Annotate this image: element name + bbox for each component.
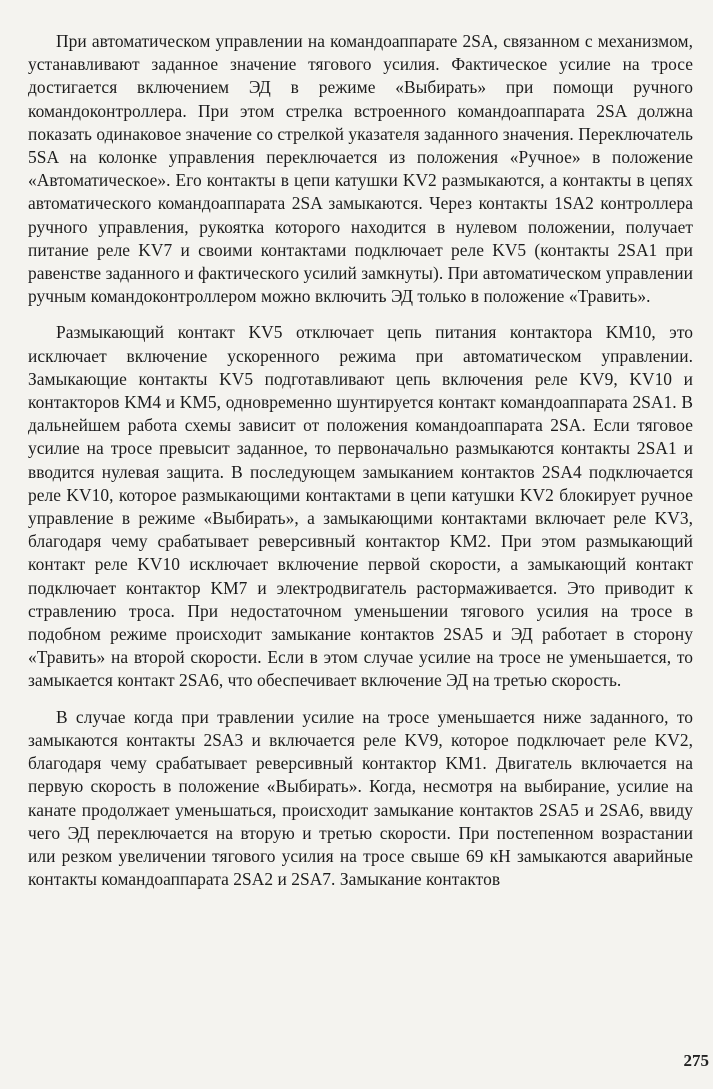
paragraph-3: В случае когда при травлении усилие на тросе уменьшается ниже заданного, то замыкаются контакты 2SA3 и включается реле KV9, которое подключает реле KV2, благодаря чему срабатывает реверсивный контактор KM1. Двигатель включается на первую скорость в положение «Выбирать». Когда, несмотря на выбирание, усилие на канате продолжает уменьшаться, происходит замыкание контактов 2SA5 и 2SA6, ввиду чего ЭД переключается на вторую и третью скорости. При постепенном возрастании или резком увеличении тягового усилия на тросе свыше 69 кН замыкаются аварийные контакты командоаппарата 2SA2 и 2SA7. Замыкание контактов — [28, 706, 693, 890]
paragraph-2: Размыкающий контакт KV5 отключает цепь питания контактора KM10, это исключает включение ускоренного режима при автоматическом управлении. Замыкающие контакты KV5 подготавливают цепь включения реле KV9, KV10 и контакторов KM4 и KM5, одновременно шунтируется контакт командоаппарата 2SA1. В дальнейшем работа схемы зависит от положения командоаппарата 2SA. Если тяговое усилие на тросе превысит заданное, то первоначально размыкаются контакты 2SA1 и вводится нулевая защита. В последующем замыканием контактов 2SA4 подключается реле KV10, которое размыкающими контактами в цепи катушки KV2 блокирует ручное управление в режиме «Выбирать», а замыкающими контактами включает реле KV3, благодаря чему срабатывает реверсивный контактор KM2. При этом размыкающий контакт реле KV10 исключает включение первой скорости, а замыкающий контакт подключает контактор KM7 и электродвигатель растормаживается. Это приводит к стравлению троса. При недостаточном уменьшении тягового усилия на тросе в подобном режиме происходит замыкание контактов 2SA5 и ЭД работает в сторону «Травить» на второй скорости. Если в этом случае усилие на тросе не уменьшается, то замыкается контакт 2SA6, что обеспечивает включение ЭД на третью скорость. — [28, 322, 693, 691]
paragraph-1: При автоматическом управлении на командоаппарате 2SA, связанном с механизмом, устанавливают заданное значение тягового усилия. Фактическое усилие на тросе достигается включением ЭД в режиме «Выбирать» при помощи ручного командоконтроллера. При этом стрелка встроенного командоаппарата 2SA должна показать одинаковое значение со стрелкой указателя заданного значения. Переключатель 5SA на колонке управления переключается из положения «Ручное» в положение «Автоматическое». Его контакты в цепи катушки KV2 размыкаются, а контакты в цепях автоматического командоаппарата 2SA замыкаются. Через контакты 1SA2 контроллера ручного управления, рукоятка которого находится в нулевом положении, получает питание реле KV7 и своими контактами подключает реле KV5 (контакты 2SA1 при равенстве заданного и фактического усилий замкнуты). При автоматическом управлении ручным командоконтроллером можно включить ЭД только в положение «Травить». — [28, 31, 693, 307]
page-number: 275 — [683, 1051, 709, 1070]
document-page — [28, 30, 693, 904]
